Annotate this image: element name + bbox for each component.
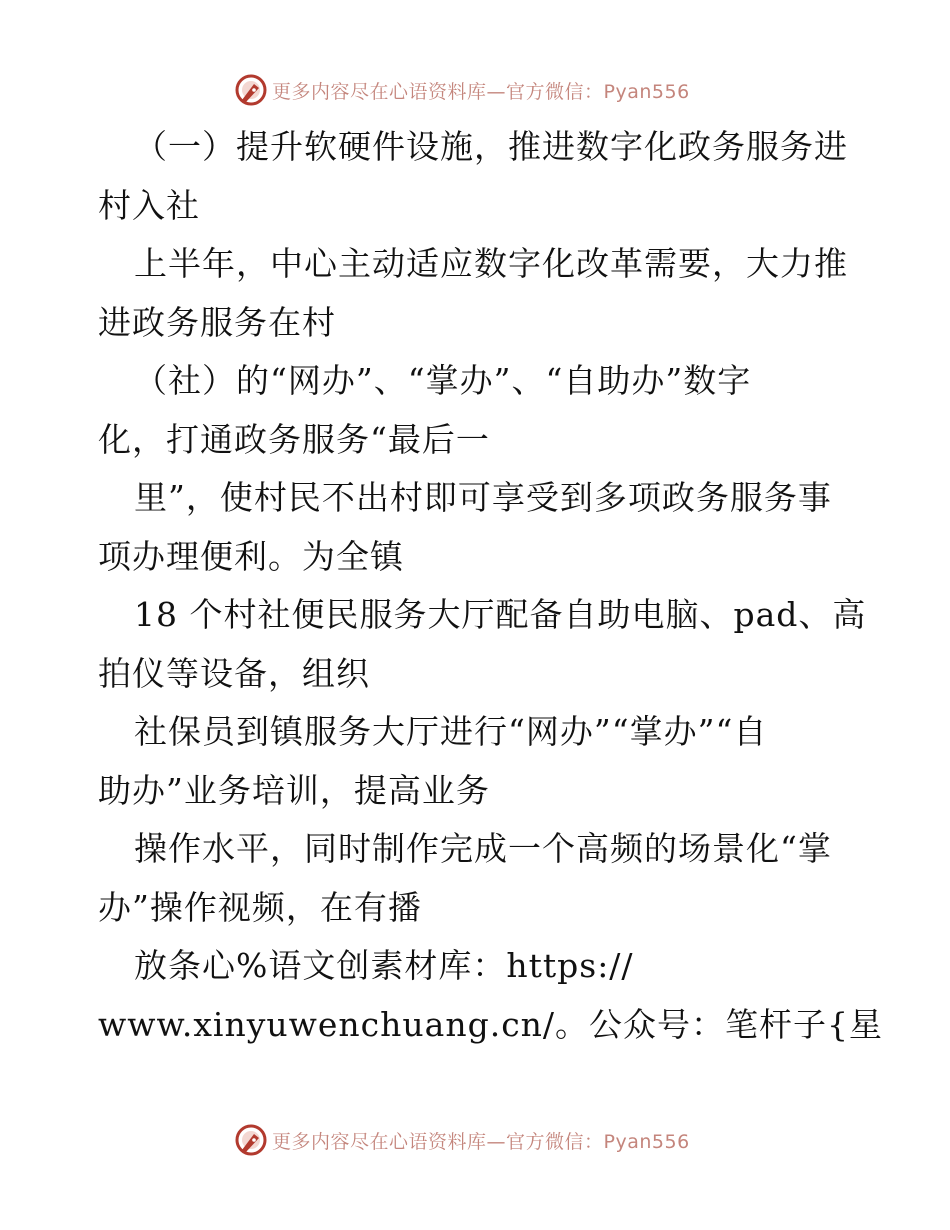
watermark-text: 更多内容尽在心语资料库—官方微信：Pyan556 xyxy=(272,1130,690,1153)
body-text-line: 项办理便利。为全镇 xyxy=(98,536,404,576)
body-text-line: www.xinyuwenchuang.cn/。公众号：笔杆子{星 xyxy=(98,1004,884,1044)
body-text-line: 18 个村社便民服务大厅配备自助电脑、pad、高 xyxy=(134,595,867,634)
pen-nib-logo-icon xyxy=(234,73,268,107)
body-text-line: 里”，使村民不出村即可享受到多项政务服务事 xyxy=(134,478,832,517)
body-text-line: 进政务服务在村 xyxy=(98,302,336,342)
pen-nib-logo-icon xyxy=(234,1123,268,1157)
body-text-line: 放条心%语文创素材库：https:// xyxy=(134,946,634,985)
body-text-line: 拍仪等设备，组织 xyxy=(98,653,370,693)
body-text-line: （社）的“网办”、“掌办”、“自助办”数字 xyxy=(134,361,752,400)
body-text-line: 上半年，中心主动适应数字化改革需要，大力推 xyxy=(134,244,848,283)
body-text-line: 办”操作视频，在有播 xyxy=(98,887,422,927)
body-text-line: 操作水平，同时制作完成一个高频的场景化“掌 xyxy=(134,829,832,868)
body-text-line: 社保员到镇服务大厅进行“网办”“掌办”“自 xyxy=(134,712,768,751)
document-body xyxy=(98,118,884,1054)
body-text-line: 助办”业务培训，提高业务 xyxy=(98,770,490,810)
header-watermark xyxy=(234,72,690,108)
watermark-text: 更多内容尽在心语资料库—官方微信：Pyan556 xyxy=(272,80,690,103)
body-text-line: （一）提升软硬件设施，推进数字化政务服务进 xyxy=(134,127,848,166)
body-text-line: 村入社 xyxy=(98,185,200,225)
body-text-line: 化，打通政务服务“最后一 xyxy=(98,419,490,459)
footer-watermark xyxy=(234,1122,690,1158)
